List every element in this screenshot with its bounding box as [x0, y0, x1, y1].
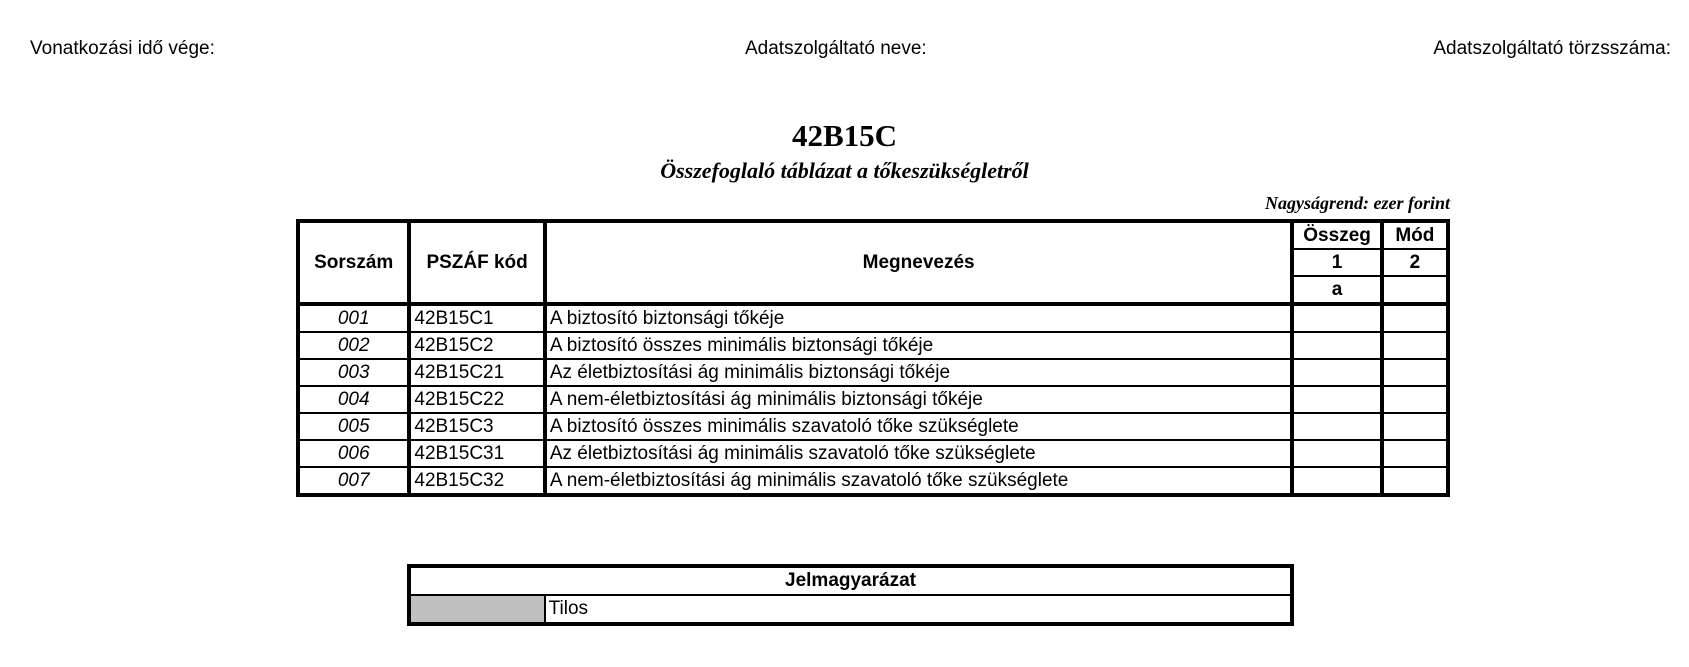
row-number: 007 — [298, 467, 409, 495]
row-name: Az életbiztosítási ág minimális szavatoló tőke szükséglete — [545, 440, 1293, 467]
mode-cell[interactable] — [1382, 332, 1448, 359]
mode-cell[interactable] — [1382, 467, 1448, 495]
col-header-megnevezes: Megnevezés — [545, 221, 1293, 304]
amount-cell[interactable] — [1292, 304, 1381, 332]
row-code: 42B15C2 — [409, 332, 544, 359]
col-header-sorszam: Sorszám — [298, 221, 409, 304]
col-header-osszeg: Összeg — [1292, 221, 1381, 249]
legend-title-row — [409, 566, 1292, 595]
provider-name-label: Adatszolgáltató neve: — [745, 38, 927, 59]
table-row — [298, 359, 1448, 386]
forbidden-swatch — [409, 595, 545, 624]
amount-cell[interactable] — [1292, 413, 1381, 440]
row-name: Az életbiztosítási ág minimális biztonsági tőkéje — [545, 359, 1293, 386]
mode-cell[interactable] — [1382, 440, 1448, 467]
table-row — [298, 440, 1448, 467]
row-code: 42B15C22 — [409, 386, 544, 413]
legend-table — [407, 564, 1294, 626]
amount-cell[interactable] — [1292, 359, 1381, 386]
row-name: A nem-életbiztosítási ág minimális szavatoló tőke szükséglete — [545, 467, 1293, 495]
row-code: 42B15C21 — [409, 359, 544, 386]
row-number: 003 — [298, 359, 409, 386]
legend-title: Jelmagyarázat — [409, 566, 1292, 595]
row-number: 006 — [298, 440, 409, 467]
col-number-osszeg: 1 — [1292, 249, 1381, 276]
amount-cell[interactable] — [1292, 467, 1381, 495]
col-sub-osszeg: a — [1292, 276, 1381, 304]
header-row-1 — [298, 221, 1448, 249]
row-number: 005 — [298, 413, 409, 440]
mode-cell[interactable] — [1382, 304, 1448, 332]
reference-period-end-label: Vonatkozási idő vége: — [30, 38, 215, 59]
col-number-mod: 2 — [1382, 249, 1448, 276]
col-header-pszaf-kod: PSZÁF kód — [409, 221, 544, 304]
row-number: 004 — [298, 386, 409, 413]
row-number: 002 — [298, 332, 409, 359]
table-row — [298, 386, 1448, 413]
col-header-mod: Mód — [1382, 221, 1448, 249]
table-row — [298, 332, 1448, 359]
row-name: A biztosító összes minimális szavatoló tőke szükséglete — [545, 413, 1293, 440]
row-code: 42B15C3 — [409, 413, 544, 440]
unit-note: Nagyságrend: ezer forint — [1265, 193, 1450, 213]
row-code: 42B15C31 — [409, 440, 544, 467]
row-name: A biztosító összes minimális biztonsági tőkéje — [545, 332, 1293, 359]
col-sub-mod-empty — [1382, 276, 1448, 304]
provider-id-label: Adatszolgáltató törzsszáma: — [1433, 38, 1671, 59]
row-name: A nem-életbiztosítási ág minimális biztonsági tőkéje — [545, 386, 1293, 413]
amount-cell[interactable] — [1292, 332, 1381, 359]
row-code: 42B15C32 — [409, 467, 544, 495]
mode-cell[interactable] — [1382, 386, 1448, 413]
mode-cell[interactable] — [1382, 359, 1448, 386]
capital-requirement-table — [296, 219, 1450, 497]
legend-item-row — [409, 595, 1292, 624]
table-row — [298, 304, 1448, 332]
legend-item-label: Tilos — [545, 595, 1292, 624]
row-number: 001 — [298, 304, 409, 332]
amount-cell[interactable] — [1292, 386, 1381, 413]
amount-cell[interactable] — [1292, 440, 1381, 467]
form-code: 42B15C — [791, 118, 898, 153]
form-title: Összefoglaló táblázat a tőkeszükségletről — [660, 158, 1029, 183]
mode-cell[interactable] — [1382, 413, 1448, 440]
table-row — [298, 467, 1448, 495]
row-name: A biztosító biztonsági tőkéje — [545, 304, 1293, 332]
table-row — [298, 413, 1448, 440]
row-code: 42B15C1 — [409, 304, 544, 332]
